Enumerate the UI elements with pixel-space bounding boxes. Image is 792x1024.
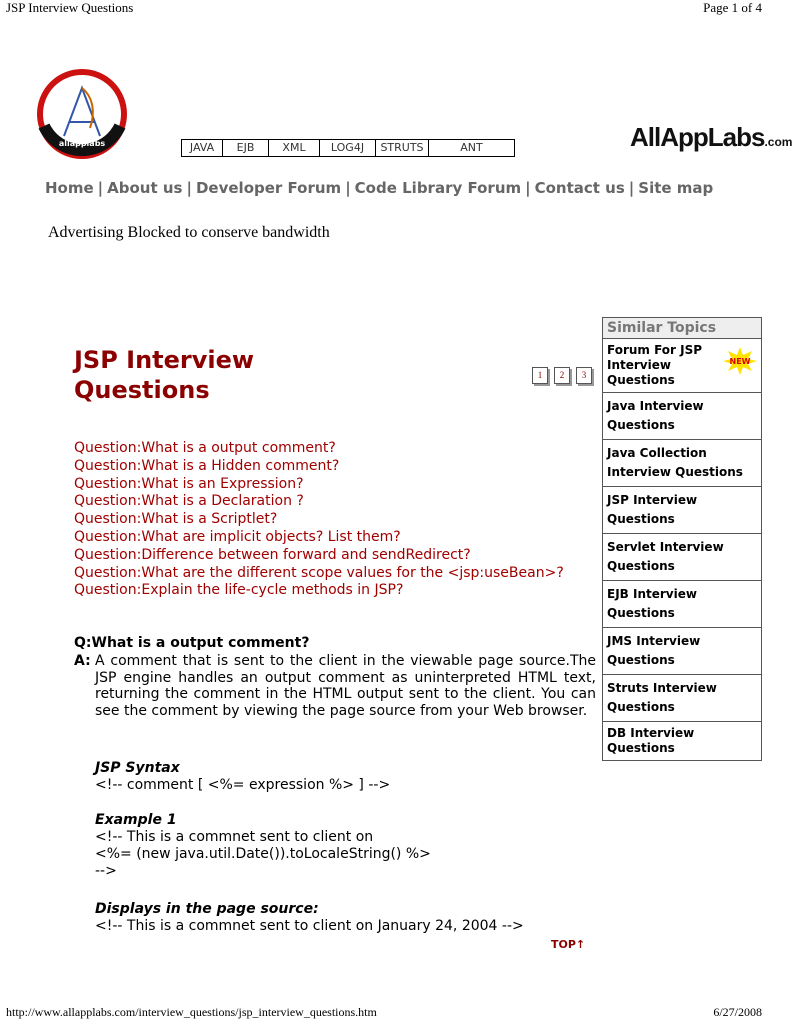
question-link[interactable]: Question: What is a output comment? xyxy=(74,440,336,456)
sidebar-item-java[interactable]: Java Interview Questions xyxy=(603,393,761,440)
question-link[interactable]: Question: What are implicit objects? List them? xyxy=(74,528,401,545)
print-header-page: Page 1 of 4 xyxy=(703,0,762,15)
displays-block xyxy=(95,901,524,935)
tab-struts[interactable]: STRUTS xyxy=(376,140,429,156)
nav-contact-us[interactable]: Contact us xyxy=(534,179,625,197)
page-title: JSP Interview Questions xyxy=(74,346,255,404)
question-link[interactable]: Question: What is a Hidden comment? xyxy=(74,457,340,474)
category-tabs xyxy=(181,139,515,157)
sidebar-title: Similar Topics xyxy=(603,318,761,339)
tab-ant[interactable]: ANT xyxy=(460,141,483,154)
page-link-3[interactable]: 3 xyxy=(576,367,592,384)
page-link-2[interactable]: 2 xyxy=(554,367,570,384)
tab-log4j[interactable]: LOG4J xyxy=(320,140,376,156)
example-line: --> xyxy=(95,863,117,879)
sidebar-item-jms[interactable]: JMS Interview Questions xyxy=(603,628,761,675)
page-links xyxy=(532,367,592,384)
nav-home[interactable]: Home xyxy=(45,179,94,197)
example-line: <%= (new java.util.Date()).toLocaleString() %> xyxy=(95,846,431,862)
answer-label: A: xyxy=(74,653,91,669)
syntax-block xyxy=(95,760,390,794)
tab-xml[interactable]: XML xyxy=(269,140,320,156)
svg-text:NEW: NEW xyxy=(729,357,751,366)
displays-heading: Displays in the page source: xyxy=(95,901,319,917)
print-header-title: JSP Interview Questions xyxy=(6,0,134,15)
logo-text: allapplabs xyxy=(58,139,106,148)
tab-java[interactable]: JAVA xyxy=(182,140,223,156)
sidebar-item-struts[interactable]: Struts Interview Questions xyxy=(603,675,761,722)
sidebar-item-jsp[interactable]: JSP Interview Questions xyxy=(603,487,761,534)
arrow-up-icon: ↑ xyxy=(575,938,586,951)
question-link[interactable]: Question: What is a Scriptlet? xyxy=(74,511,278,528)
tab-ejb[interactable]: EJB xyxy=(223,140,269,156)
print-footer-url: http://www.allapplabs.com/interview_questions/jsp_interview_questions.htm xyxy=(6,1005,377,1019)
sidebar-item-servlet[interactable]: Servlet Interview Questions xyxy=(603,534,761,581)
brand-suffix: .com xyxy=(764,135,792,149)
allapplabs-logo[interactable] xyxy=(34,66,130,162)
answer-body xyxy=(74,653,596,719)
question-link[interactable]: Question: What is an Expression? xyxy=(74,475,304,492)
question-list xyxy=(74,440,596,600)
print-footer-date: 6/27/2008 xyxy=(713,1005,762,1019)
sidebar-item-forum-jsp[interactable]: Forum For JSP Interview Questions NEW xyxy=(603,339,761,393)
question-link[interactable]: Question: Explain the life-cycle methods in JSP? xyxy=(74,582,404,599)
question-link[interactable]: Question: What is a Declaration ? xyxy=(74,493,304,510)
sidebar-item-ejb[interactable]: EJB Interview Questions xyxy=(603,581,761,628)
example-heading: Example 1 xyxy=(95,812,177,828)
similar-topics-sidebar xyxy=(602,317,762,761)
displays-code: <!-- This is a commnet sent to client on January 24, 2004 --> xyxy=(95,918,524,934)
sidebar-item-java-collection[interactable]: Java Collection Interview Questions xyxy=(603,440,761,487)
nav-code-library-forum[interactable]: Code Library Forum xyxy=(354,179,522,197)
answer-question-heading: Q:What is a output comment? xyxy=(74,635,310,651)
ad-placeholder: Advertising Blocked to conserve bandwidth xyxy=(48,224,330,241)
brand-logo[interactable] xyxy=(630,122,792,153)
nav-developer-forum[interactable]: Developer Forum xyxy=(195,179,342,197)
nav-site-map[interactable]: Site map xyxy=(638,179,714,197)
question-link[interactable]: Question: What are the different scope values for the <jsp:useBean>? xyxy=(74,564,564,581)
brand-name: AllAppLabs xyxy=(630,122,765,152)
nav-about-us[interactable]: About us xyxy=(107,179,183,197)
example-line: <!-- This is a commnet sent to client on xyxy=(95,829,374,845)
top-link[interactable]: TOP↑ xyxy=(551,938,586,951)
answer-text: A comment that is sent to the client in the viewable page source.The JSP engine handles an output comment as uninterpreted HTML text, returning the comment in the HTML output sent to the client. You can see the comment by viewing the page source from your Web browser. xyxy=(95,653,596,719)
syntax-code: <!-- comment [ <%= expression %> ] --> xyxy=(95,777,391,793)
example-block xyxy=(95,812,431,880)
syntax-heading: JSP Syntax xyxy=(95,760,180,776)
sidebar-item-db[interactable]: DB Interview Questions xyxy=(607,726,695,755)
question-link[interactable]: Question: Difference between forward and sendRedirect? xyxy=(74,546,471,563)
new-badge-icon xyxy=(723,347,757,375)
main-nav: Home | About us | Developer Forum | Code Library Forum | Contact us | Site map xyxy=(45,179,714,197)
page-link-1[interactable]: 1 xyxy=(532,367,548,384)
